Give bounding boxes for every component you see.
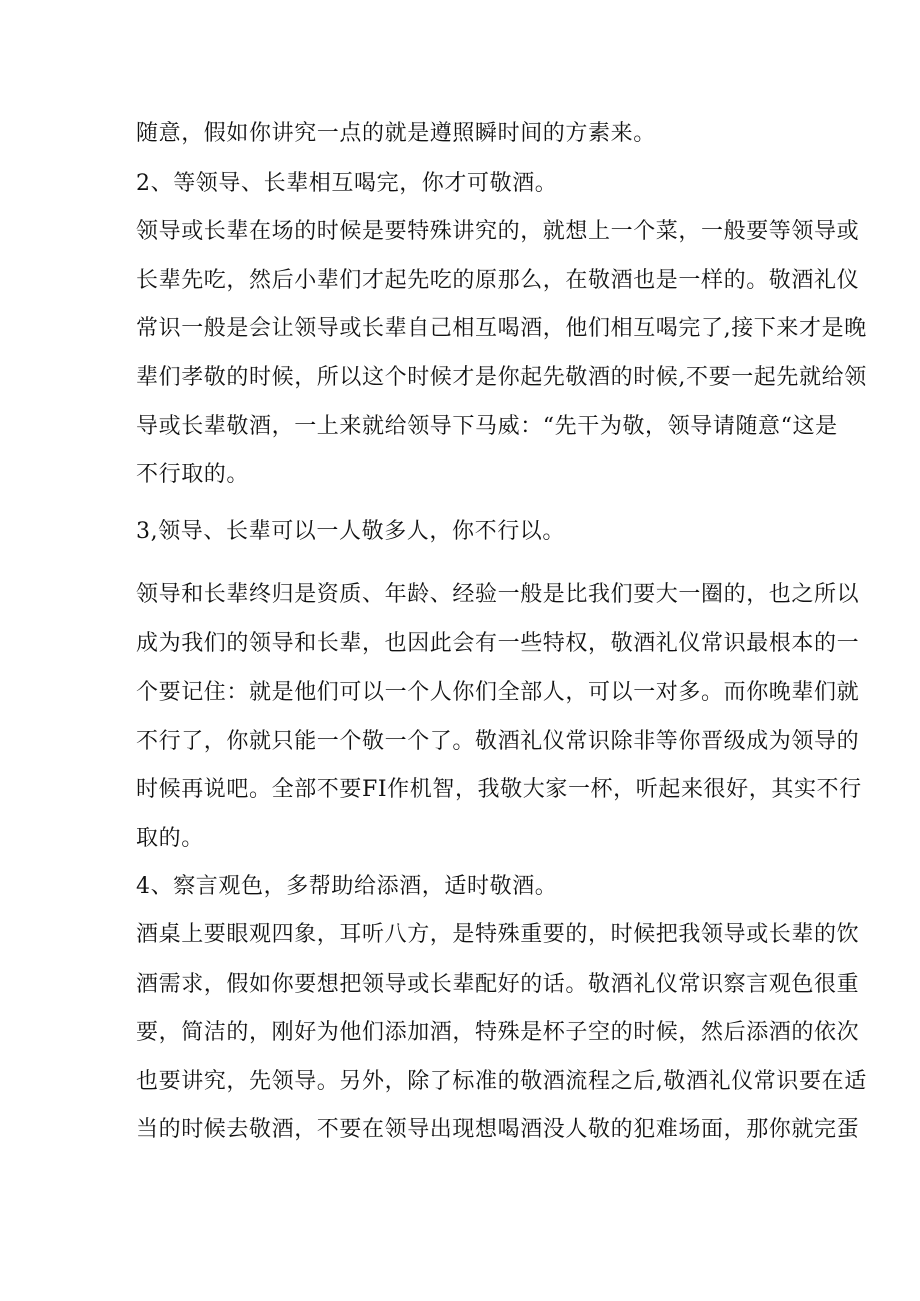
text-line: 取的。 bbox=[136, 826, 204, 851]
text-line: 不行取的。 bbox=[136, 462, 250, 487]
section-heading: 4、察言观色，多帮助给添酒，适时敬酒。 bbox=[136, 874, 558, 899]
text-line: 也要讲究，先领导。另外，除了标准的敬酒流程之后,敬酒礼仪常识要在适 bbox=[136, 1069, 867, 1094]
text-line: 成为我们的领导和长辈，也因此会有一些特权，敬酒礼仪常识最根本的一 bbox=[136, 631, 860, 656]
text-line: 当的时候去敬酒，不要在领导出现想喝酒没人敬的犯难场面，那你就完蛋 bbox=[136, 1117, 860, 1142]
text-line: 时候再说吧。全部不要FI作机智，我敬大家一杯，听起来很好，其实不行 bbox=[136, 777, 862, 802]
text-line: 领导和长辈终归是资质、年龄、经验一般是比我们要大一圈的，也之所以 bbox=[136, 582, 860, 607]
section-heading: 3,领导、长辈可以一人敬多人，你不行以。 bbox=[136, 519, 565, 544]
text-line: 酒需求，假如你要想把领导或长辈配好的话。敬酒礼仪常识察言观色很重 bbox=[136, 972, 860, 997]
text-line: 随意，假如你讲究一点的就是遵照瞬时间的方素来。 bbox=[136, 121, 656, 146]
text-line: 辈们孝敬的时候，所以这个时候才是你起先敬酒的时候,不要一起先就给领 bbox=[136, 365, 867, 390]
section-heading: 2、等领导、长辈相互喝完，你才可敬酒。 bbox=[136, 171, 558, 196]
text-line: 长辈先吃，然后小辈们才起先吃的原那么，在敬酒也是一样的。敬酒礼仪 bbox=[136, 268, 860, 293]
text-line: 领导或长辈在场的时候是要特殊讲究的，就想上一个菜，一般要等领导或 bbox=[136, 219, 860, 244]
text-line: 导或长辈敬酒，一上来就给领导下马威：“先干为敬，领导请随意“这是 bbox=[136, 414, 838, 439]
text-line: 不行了，你就只能一个敬一个了。敬酒礼仪常识除非等你晋级成为领导的 bbox=[136, 729, 860, 754]
text-line: 要，简洁的，刚好为他们添加酒，特殊是杯子空的时候，然后添酒的依次 bbox=[136, 1020, 860, 1045]
text-line: 酒桌上要眼观四象，耳听八方，是特殊重要的，时候把我领导或长辈的饮 bbox=[136, 922, 860, 947]
text-line: 常识一般是会让领导或长辈自己相互喝酒，他们相互喝完了,接下来才是晚 bbox=[136, 316, 867, 341]
text-line: 个要记住：就是他们可以一个人你们全部人，可以一对多。而你晚辈们就 bbox=[136, 680, 860, 705]
